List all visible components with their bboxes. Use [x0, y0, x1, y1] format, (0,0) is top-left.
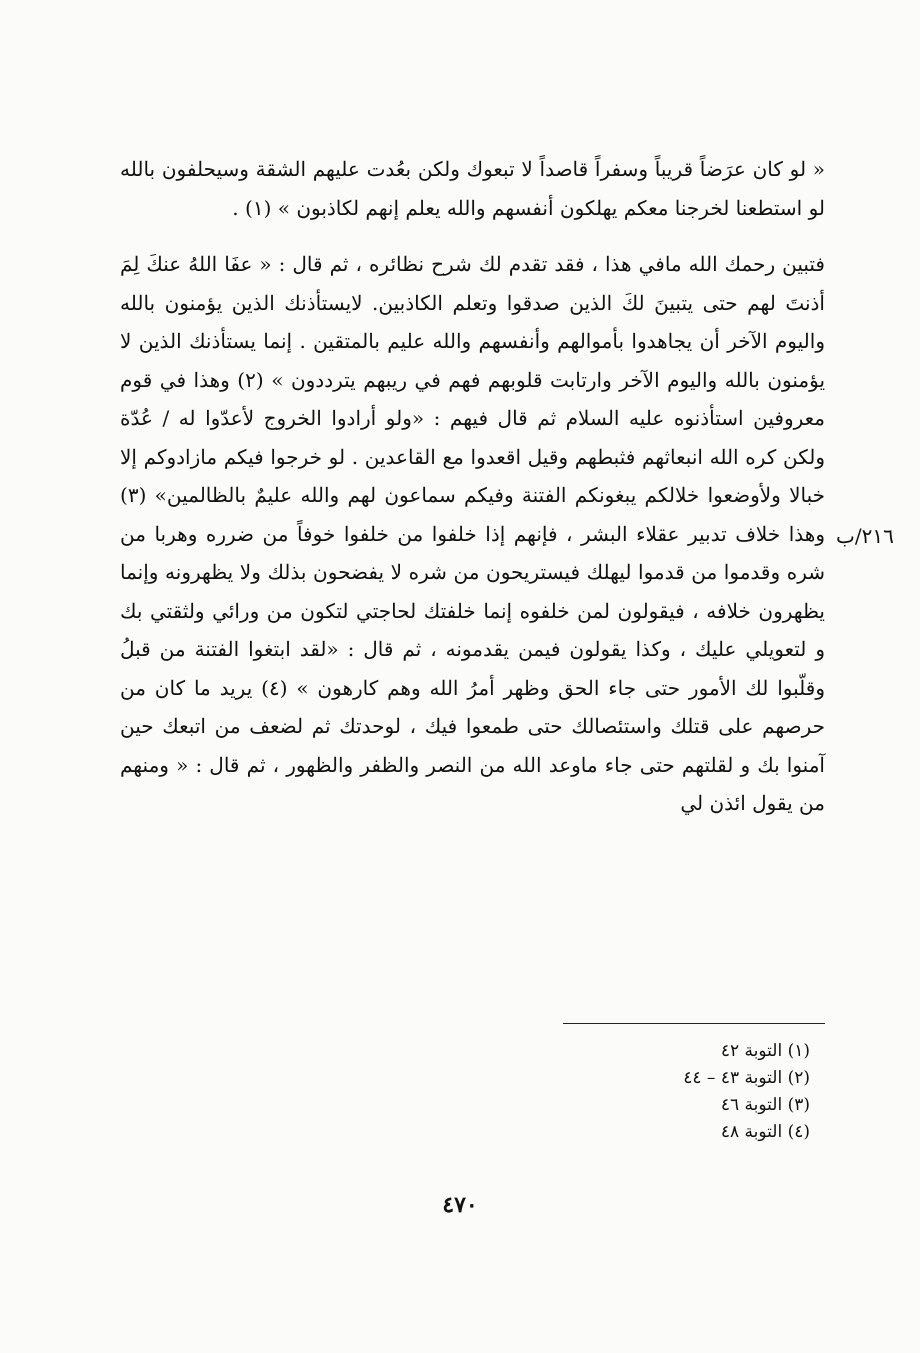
footnote-3: (٣) التوبة ٤٦	[720, 1095, 810, 1115]
paragraph-2: فتبين رحمك الله مافي هذا ، فقد تقدم لك شرح نظائره ، ثم قال : « عفَا اللهُ عنكَ لِمَ أذنتَ لهم حتى يتبينَ لكَ الذين صدقوا وتعلم الكاذبين. لايستأذنك الذين يؤمنون بالله واليوم الآخر أن يجاهدوا بأموالهم وأنفسهم والله عليم بالمتقين . إنما يستأذنك الذين لا يؤمنون بالله واليوم الآخر وارتابت قلوبهم فهم في ريبهم يترددون » (٢) وهذا في قوم معروفين استأذنوه عليه السلام ثم قال فيهم : «ولو أرادوا الخروج لأعدّوا له / عُدّة ولكن كره الله انبعاثهم فثبطهم وقيل اقعدوا مع القاعدين . لو خرجوا فيكم مازادوكم إلا خبالا ولأوضعوا خلالكم يبغونكم الفتنة وفيكم سماعون لهم والله عليمٌ بالظالمين» (٣) وهذا خلاف تدبير عقلاء البشر ، فإنهم إذا خلفوا من خلفوا خوفاً من ضرره وهربا من شره وقدموا من قدموا ليهلك فيستريحون من شره لا يفضحون بذلك ولا يظهرونه وإنما يظهرون خلافه ، فيقولون لمن خلفوه إنما خلفتك لحاجتي لتكون من ورائي ولثقتي بك و لتعويلي عليك ، وكذا يقولون فيمن يقدمونه ، ثم قال : «لقد ابتغوا الفتنة من قبلُ وقلّبوا لك الأمور حتى جاء الحق وظهر أمرُ الله وهم كارهون » (٤) يريد ما كان من حرصهم على قتلك واستئصالك حتى طمعوا فيك ، لوحدتك ثم لضعف من اتبعك حين آمنوا بك و لقلتهم حتى جاء ماوعد الله من النصر والظفر والظهور ، ثم قال : « ومنهم من يقول ائذن لي	[120, 252, 826, 815]
margin-folio-note: ٢١٦/ب	[836, 524, 894, 548]
footnotes	[560, 1038, 810, 1146]
footnote-separator	[563, 1023, 825, 1024]
footnote-1: (١) التوبة ٤٢	[720, 1041, 810, 1061]
paragraph-1: « لو كان عرَضاً قريباً وسفراً قاصداً لا تبعوك ولكن بعُدت عليهم الشقة وسيحلفون بالله لو استطعنا لخرجنا معكم يهلكون أنفسهم والله يعلم إنهم لكاذبون » (١) .	[120, 157, 825, 220]
page-number: ٤٧٠	[442, 1192, 478, 1218]
footnote-4: (٤) التوبة ٤٨	[720, 1122, 810, 1142]
footnote-2: (٢) التوبة ٤٣ – ٤٤	[683, 1068, 810, 1088]
body-text	[120, 150, 825, 823]
